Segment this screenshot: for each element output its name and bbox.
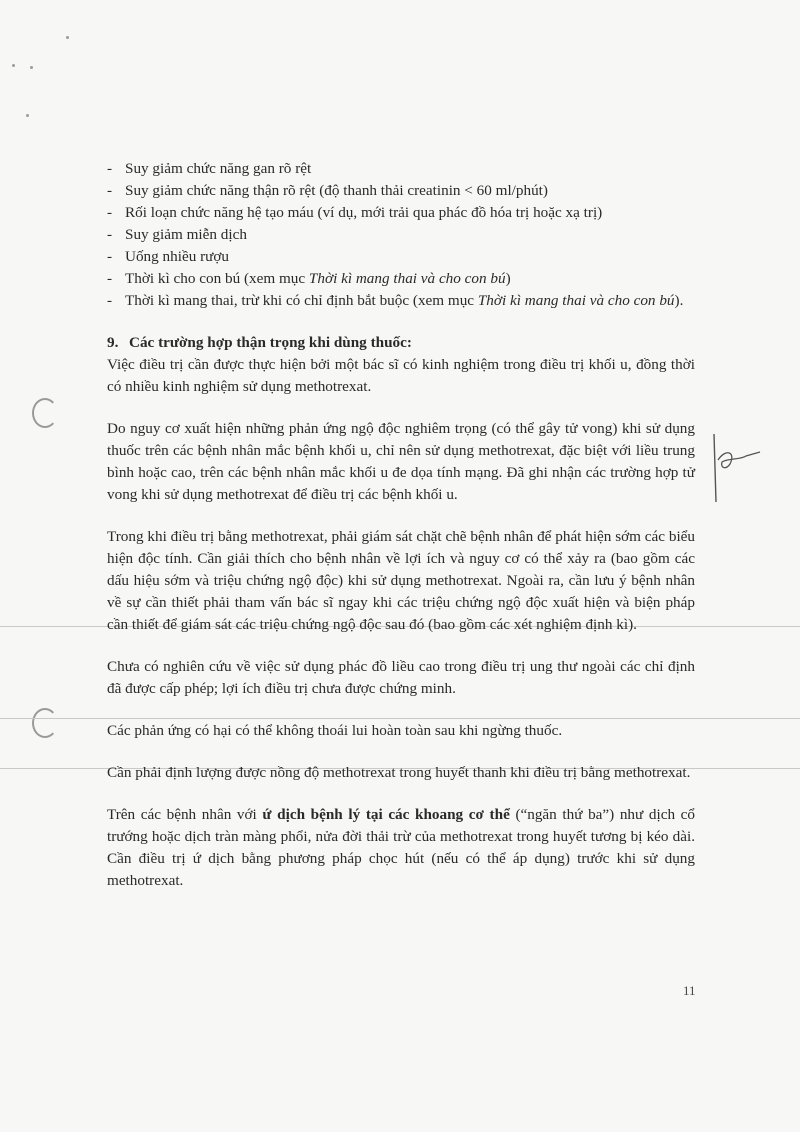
section-heading bbox=[107, 332, 695, 354]
paragraph-text: Do nguy cơ xuất hiện những phản ứng ngộ độc nghiêm trọng (có thể gây tử vong) khi sử dụng thuốc trên các bệnh nhân mắc bệnh khối u, chỉ nên sử dụng methotrexat, đặc biệt với liều trung bình hoặc cao, trên các bệnh nhân mắc khối u đe dọa tính mạng. Đã ghi nhận các trường hợp tử vong khi sử dụng methotrexat để điều trị các bệnh khối u. bbox=[107, 420, 695, 503]
scan-speck bbox=[66, 36, 69, 39]
list-item bbox=[107, 224, 695, 246]
list-item bbox=[107, 268, 695, 290]
paragraph bbox=[107, 804, 695, 892]
list-item-text: Suy giảm miễn dịch bbox=[125, 226, 247, 243]
contraindication-list bbox=[107, 158, 695, 312]
bullet-dash: - bbox=[107, 270, 113, 287]
paragraph bbox=[107, 720, 695, 742]
list-item-text: Suy giảm chức năng thận rõ rệt (độ thanh thải creatinin < 60 ml/phút) bbox=[125, 182, 548, 199]
paragraph bbox=[107, 656, 695, 700]
bullet-dash: - bbox=[107, 292, 113, 309]
list-item-text: Suy giảm chức năng gan rõ rệt bbox=[125, 160, 312, 177]
list-item bbox=[107, 202, 695, 224]
document-body bbox=[107, 158, 695, 892]
bullet-dash: - bbox=[107, 182, 113, 199]
list-item-text: Uống nhiều rượu bbox=[125, 248, 229, 265]
bullet-dash: - bbox=[107, 160, 113, 177]
list-item-text: Rối loạn chức năng hệ tạo máu (ví dụ, mới trải qua phác đồ hóa trị hoặc xạ trị) bbox=[125, 204, 603, 221]
list-item-text: ) bbox=[505, 270, 511, 287]
list-item bbox=[107, 246, 695, 268]
scan-speck bbox=[12, 64, 15, 67]
paragraph bbox=[107, 526, 695, 636]
paragraph-text: Việc điều trị cần được thực hiện bởi một bác sĩ có kinh nghiệm trong điều trị khối u, đồng thời có nhiều kinh nghiệm sử dụng methotrexat. bbox=[107, 356, 695, 395]
list-item-text: Thời kì mang thai, trừ khi có chỉ định bắt buộc (xem mục bbox=[125, 292, 478, 309]
section-title: Các trường hợp thận trọng khi dùng thuốc: bbox=[129, 334, 412, 351]
punch-hole-mark bbox=[32, 398, 58, 428]
paragraph-text: (“ngăn thứ ba”) như dịch cổ trướng hoặc dịch tràn màng phổi, nửa đời thải trừ của methotrexat trong huyết tương bị kéo dài. Cần điều trị ứ dịch bằng phương pháp chọc hút (nếu có thể áp dụng) trước khi sử dụng methotrexat. bbox=[107, 806, 696, 889]
paragraph-text: Trên các bệnh nhân với bbox=[107, 806, 263, 823]
list-item bbox=[107, 158, 695, 180]
list-item bbox=[107, 180, 695, 202]
page-number: 11 bbox=[683, 983, 696, 998]
paragraph-text: Các phản ứng có hại có thể không thoái lui hoàn toàn sau khi ngừng thuốc. bbox=[107, 722, 563, 739]
bullet-dash: - bbox=[107, 204, 113, 221]
list-item bbox=[107, 290, 695, 312]
handwritten-initial-mark bbox=[706, 430, 766, 510]
scan-speck bbox=[30, 66, 33, 69]
list-item-text: ). bbox=[674, 292, 684, 309]
paragraph bbox=[107, 762, 695, 784]
punch-hole-mark bbox=[32, 708, 58, 738]
section-paragraphs bbox=[107, 354, 695, 892]
bullet-dash: - bbox=[107, 226, 113, 243]
paragraph-text: Trong khi điều trị bằng methotrexat, phải giám sát chặt chẽ bệnh nhân để phát hiện sớm các biểu hiện độc tính. Cần giải thích cho bệnh nhân về lợi ích và nguy cơ có thể xảy ra (bao gồm các dấu hiệu sớm và triệu chứng ngộ độc) khi sử dụng methotrexat. Ngoài ra, cần lưu ý bệnh nhân về sự cần thiết phải tham vấn bác sĩ ngay khi các triệu chứng ngộ độc xuất hiện và biện pháp cần thiết để giám sát các triệu chứng ngộ độc sau đó (bao gồm các xét nghiệm định kì). bbox=[107, 528, 695, 633]
italic-reference: Thời kì mang thai và cho con bú bbox=[308, 270, 506, 287]
paragraph-text: Cần phải định lượng được nồng độ methotrexat trong huyết thanh khi điều trị bằng methotrexat. bbox=[107, 764, 691, 781]
paragraph bbox=[107, 418, 695, 506]
paragraph-text: Chưa có nghiên cứu về việc sử dụng phác đồ liều cao trong điều trị ung thư ngoài các chỉ định đã được cấp phép; lợi ích điều trị chưa được chứng minh. bbox=[107, 658, 695, 697]
list-item-text: Thời kì cho con bú (xem mục bbox=[125, 270, 309, 287]
paragraph bbox=[107, 354, 695, 398]
italic-reference: Thời kì mang thai và cho con bú bbox=[477, 292, 675, 309]
bullet-dash: - bbox=[107, 248, 113, 265]
bold-term: ứ dịch bệnh lý tại các khoang cơ thể bbox=[262, 806, 510, 823]
scan-speck bbox=[26, 114, 29, 117]
section-number: 9. bbox=[107, 334, 119, 351]
